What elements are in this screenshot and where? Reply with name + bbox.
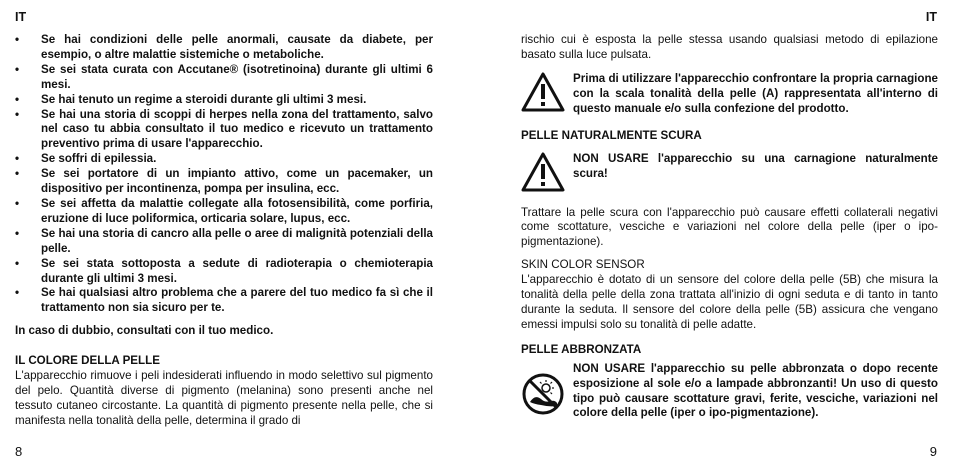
list-item: [15, 257, 433, 287]
doubt-note: In caso di dubbio, consultati con il tuo medico.: [15, 324, 274, 338]
language-label: IT: [925, 10, 937, 24]
warning-tanned-skin: [521, 362, 938, 422]
list-item-text: Se sei stata curata con Accutane® (isotretinoina) durante gli ultimi 6 mesi.: [41, 62, 433, 91]
list-item: [15, 33, 433, 63]
section-heading: PELLE NATURALMENTE SCURA: [521, 128, 702, 142]
section-heading: IL COLORE DELLA PELLE: [15, 354, 160, 368]
warning-icon: [521, 72, 565, 117]
list-item-text: Se hai una storia di cancro alla pelle o aree di malignità potenziali della pelle.: [41, 226, 433, 255]
list-item: [15, 197, 433, 227]
section-heading: PELLE ABBRONZATA: [521, 342, 642, 356]
list-item-text: Se soffri di epilessia.: [41, 152, 157, 166]
bullet-icon: •: [15, 226, 20, 240]
list-item: [15, 63, 433, 93]
list-item: [15, 152, 433, 167]
list-item-text: Se sei affetta da malattie collegate alla fotosensibilità, come porfiria, eruzione di luce poliformica, orticaria solare, lupus, ecc.: [41, 196, 433, 225]
bullet-icon: •: [15, 33, 20, 46]
warning-skin-tone: [521, 72, 938, 117]
list-item-text: Se hai tenuto un regime a steroidi durante gli ultimi 3 mesi.: [41, 92, 367, 106]
list-item: [15, 286, 433, 316]
bullet-icon: •: [15, 196, 20, 210]
right-page: [477, 0, 954, 470]
sensor-heading: SKIN COLOR SENSOR: [521, 258, 645, 272]
warning-dark-skin: [521, 152, 938, 197]
sensor-body: L'apparecchio è dotato di un sensore del colore della pelle (5B) che misura la tonalità della pelle della zona trattata all'inizio di ogni seduta e di tanto in tanto durante la seduta. Il sensore del colore della pelle (5B) assicura che vengano emessi impulsi solo su tonalità di pelle adatte.: [521, 273, 938, 331]
page-number: 8: [15, 444, 23, 459]
bullet-icon: •: [15, 152, 20, 166]
bullet-icon: •: [15, 92, 20, 106]
warning-icon: [521, 152, 565, 197]
no-sun-icon: [521, 362, 565, 421]
warning-text: Prima di utilizzare l'apparecchio confrontare la propria carnagione con la scala tonalità della pelle (A) rappresentata all'interno di questo manuale e/o sulla confezione del prodotto.: [573, 71, 938, 115]
dark-skin-body: Trattare la pelle scura con l'apparecchio può causare effetti collaterali negativi come scottature, vesciche e variazioni nel colore della pelle (iper o ipo-pigmentazione).: [521, 205, 938, 249]
bullet-icon: •: [15, 167, 20, 181]
bullet-icon: •: [15, 62, 20, 76]
warning-text: NON USARE l'apparecchio su pelle abbronzata o dopo recente esposizione al sole e/o a lampade abbronzanti! Un uso di questo tipo può causare scottature gravi, ferite, vesciche, variazioni nel colore della pelle (iper o ipo-pigmentazione).: [573, 361, 938, 420]
language-label: IT: [15, 10, 27, 24]
list-item: [15, 227, 433, 257]
warning-text: NON USARE l'apparecchio su una carnagione naturalmente scura!: [573, 151, 938, 180]
list-item: [15, 167, 433, 197]
bullet-icon: •: [15, 107, 20, 121]
continued-text: rischio cui è esposta la pelle stessa usando qualsiasi metodo di epilazione basato sulla luce pulsata.: [521, 33, 938, 61]
right-column: [521, 33, 938, 421]
list-item-text: Se hai condizioni delle pelle anormali, causate da diabete, per esempio, o altre malattie sistemiche o metaboliche.: [41, 33, 433, 61]
page-number: 9: [929, 444, 937, 459]
section-body: L'apparecchio rimuove i peli indesiderati influendo in modo selettivo sul pigmento del pelo. Quantità diverse di pigmento (melanina) sono presenti anche nel tessuto cutaneo circostante. La quantità di pigmento presente nella pelle, che si manifesta nella tonalità della pelle, determina il grado di: [15, 369, 433, 427]
bullet-icon: •: [15, 256, 20, 270]
list-item-text: Se hai qualsiasi altro problema che a parere del tuo medico fa sì che il trattamento non sia sicuro per te.: [41, 286, 433, 315]
left-column: [15, 33, 433, 429]
list-item: [15, 93, 433, 108]
list-item-text: Se hai una storia di scoppi di herpes nella zona del trattamento, salvo nel caso tu abbia consultato il tuo medico e ricevuto un trattamento preventivo prima di usare l'apparecchio.: [41, 107, 433, 151]
bullet-icon: •: [15, 286, 20, 300]
list-item-text: Se sei stata sottoposta a sedute di radioterapia o chemioterapia durante gli ultimi 3 mesi.: [41, 256, 433, 285]
contraindication-list: [15, 33, 433, 316]
list-item-text: Se sei portatore di un impianto attivo, come un pacemaker, un dispositivo per incontinenza, pompa per insulina, ecc.: [41, 167, 433, 196]
list-item: [15, 108, 433, 153]
